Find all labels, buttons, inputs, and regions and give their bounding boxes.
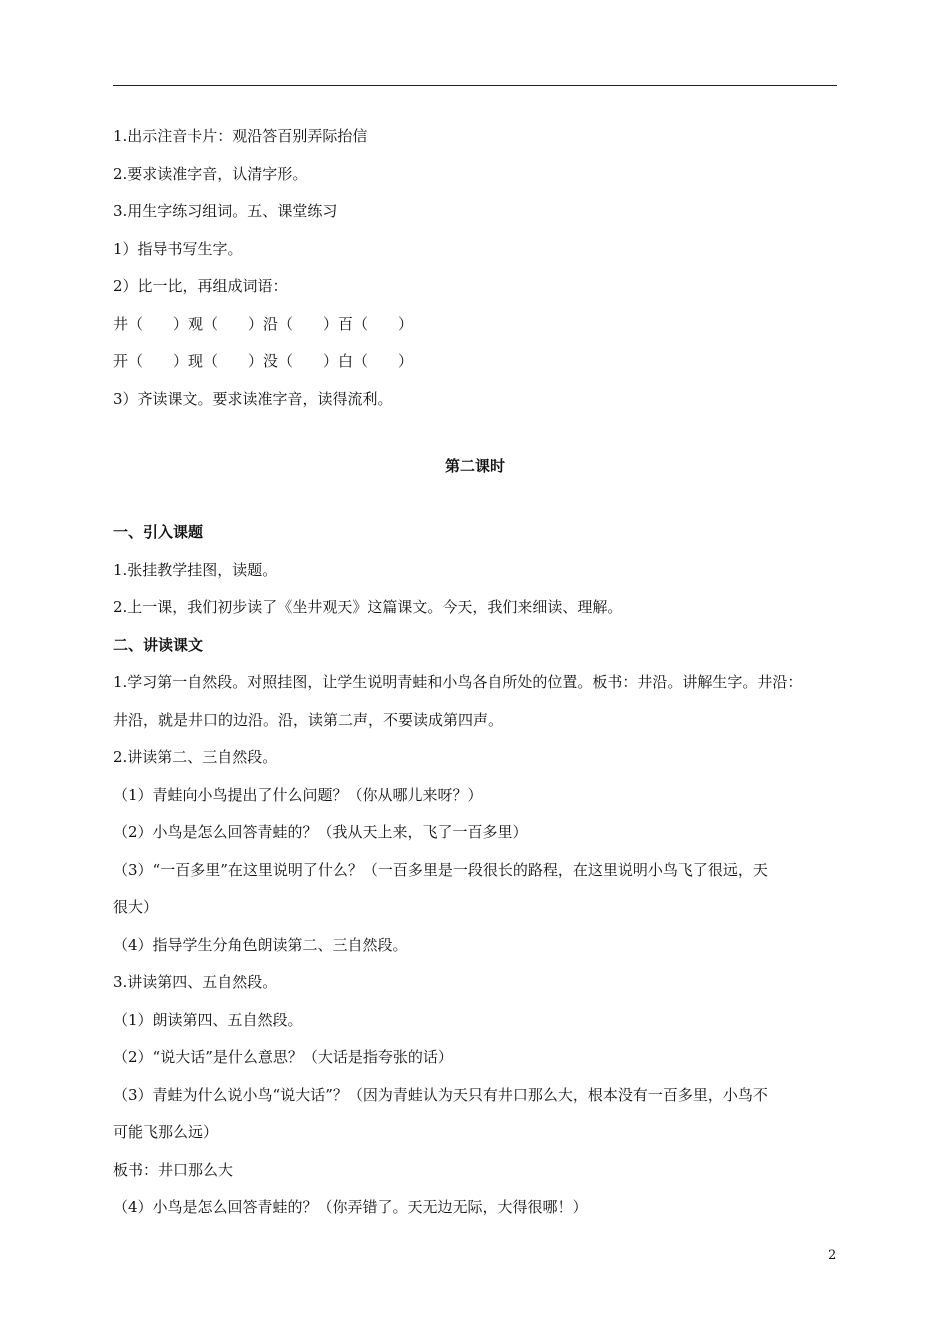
- text-line: 很大）: [113, 898, 159, 916]
- text-line: 1.出示注音卡片：观沿答百别弄际抬信: [113, 127, 368, 145]
- text-line: 1）指导书写生字。: [113, 240, 243, 258]
- heading-introduce-topic: 一、引入课题: [113, 523, 204, 541]
- text-line: 井沿，就是井口的边沿。沿，读第二声，不要读成第四声。: [113, 711, 504, 729]
- text-line: 3.用生字练习组词。五、课堂练习: [113, 202, 338, 220]
- text-line: （1）朗读第四、五自然段。: [113, 1011, 303, 1029]
- text-line: 2.上一课，我们初步读了《坐井观天》这篇课文。今天，我们来细读、理解。: [113, 598, 623, 616]
- text-line: （4）指导学生分角色朗读第二、三自然段。: [113, 936, 408, 954]
- text-line: （4）小鸟是怎么回答青蛙的？（你弄错了。天无边无际，大得很哪！）: [113, 1198, 588, 1216]
- text-line: 2）比一比，再组成词语：: [113, 277, 288, 295]
- text-line: 3）齐读课文。要求读准字音，读得流利。: [113, 390, 393, 408]
- page-number: 2: [828, 1248, 837, 1263]
- text-line: 2.要求读准字音，认清字形。: [113, 165, 308, 183]
- text-line: 1.学习第一自然段。对照挂图，让学生说明青蛙和小鸟各自所处的位置。板书：井沿。讲解生字。井沿：: [113, 673, 803, 691]
- word-compare-line: 井（ ）观（ ）沿（ ）百（ ）: [113, 315, 414, 333]
- text-line: 2.讲读第二、三自然段。: [113, 748, 278, 766]
- word-compare-line: 开（ ）现（ ）没（ ）白（ ）: [113, 352, 414, 370]
- text-line: 板书：井口那么大: [113, 1161, 234, 1179]
- text-line: 可能飞那么远）: [113, 1123, 219, 1141]
- text-line: （2）“说大话”是什么意思？（大话是指夸张的话）: [113, 1048, 453, 1066]
- heading-explain-text: 二、讲读课文: [113, 636, 204, 654]
- section-title: 第二课时: [444, 457, 505, 475]
- text-line: 1.张挂教学挂图，读题。: [113, 561, 278, 579]
- text-line: （3）“一百多里”在这里说明了什么？（一百多里是一段很长的路程，在这里说明小鸟飞了很远，天: [113, 861, 768, 879]
- text-line: （2）小鸟是怎么回答青蛙的？（我从天上来，飞了一百多里）: [113, 823, 528, 841]
- header-rule: [113, 85, 837, 86]
- text-line: 3.讲读第四、五自然段。: [113, 973, 278, 991]
- text-line: （1）青蛙向小鸟提出了什么问题？（你从哪儿来呀？）: [113, 786, 483, 804]
- text-line: （3）青蛙为什么说小鸟“说大话”？（因为青蛙认为天只有井口那么大，根本没有一百多里，小鸟不: [113, 1086, 768, 1104]
